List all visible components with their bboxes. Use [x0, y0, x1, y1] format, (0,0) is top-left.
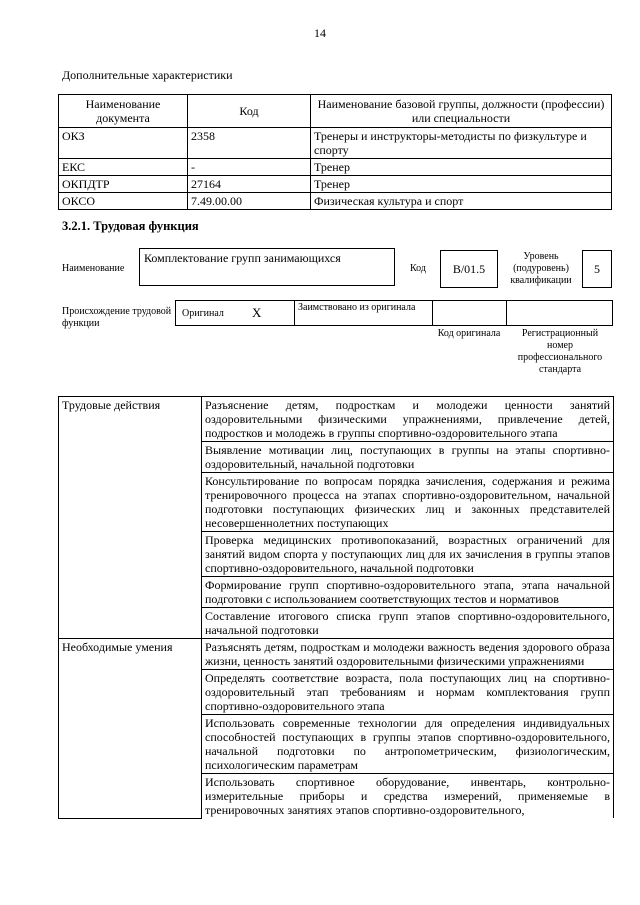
- table-row: [59, 639, 614, 670]
- action-item: Формирование групп спортивно-оздоровительного этапа, этапа начальной подготовки с использованием соответствующих тестов и нормативов: [202, 577, 614, 608]
- header-code: Код: [188, 95, 311, 128]
- cell-name: Тренер: [311, 176, 612, 193]
- code-label: Код: [410, 263, 426, 274]
- function-name-box: Комплектование групп занимающихся: [139, 248, 395, 286]
- section-title-actions: Трудовые действия: [59, 397, 202, 639]
- section-title-skills: Необходимые умения: [59, 639, 202, 819]
- divider: [432, 301, 433, 325]
- borrowed-label: Заимствовано из оригинала: [298, 302, 416, 313]
- action-item: Выявление мотивации лиц, поступающих в группы на этапы спортивно-оздоровительный, начальной подготовки: [202, 442, 614, 473]
- table-row: [59, 159, 612, 176]
- action-item: Составление итогового списка групп этапов спортивно-оздоровительного, начальной подготовки: [202, 608, 614, 639]
- table-row: [59, 397, 614, 442]
- origin-label: Происхождение трудовой функции: [62, 306, 172, 329]
- cell-code: -: [188, 159, 311, 176]
- action-item: Консультирование по вопросам порядка зачисления, содержания и режима тренировочного процесса на этапах спортивно-оздоровительном, начальной подготовки поступающих физических лиц и законных представителей несовершеннолетних поступающих: [202, 473, 614, 532]
- original-mark: X: [252, 305, 262, 320]
- cell-doc: ЕКС: [59, 159, 188, 176]
- function-title: 3.2.1. Трудовая функция: [62, 219, 199, 233]
- cell-code: 27164: [188, 176, 311, 193]
- skill-item: Определять соответствие возраста, пола поступающих лиц на спортивно-оздоровительный этап требованиям и нормам комплектования групп спортивно-оздоровительного этапа: [202, 670, 614, 715]
- reg-number-caption: Регистрационный номер профессионального стандарта: [517, 328, 603, 375]
- cell-name: Физическая культура и спорт: [311, 193, 612, 210]
- skill-item: Использовать спортивное оборудование, инвентарь, контрольно-измерительные приборы и средства измерений, применяемые в тренировочных занятиях этапов спортивно-оздоровительного,: [202, 774, 614, 819]
- functions-table: [58, 396, 614, 819]
- additional-characteristics-title: Дополнительные характеристики: [62, 68, 233, 82]
- cell-doc: ОКЗ: [59, 128, 188, 159]
- divider: [506, 301, 507, 325]
- original-label: Оригинал: [182, 308, 224, 319]
- code-original-caption: Код оригинала: [437, 328, 501, 339]
- table-row: [59, 128, 612, 159]
- action-item: Проверка медицинских противопоказаний, возрастных ограничений для занятий видом спорта у поступающих лиц для их зачисления в группы этапов спортивно-оздоровительного, начальной подготовки: [202, 532, 614, 577]
- level-label: Уровень (подуровень) квалификации: [510, 251, 572, 286]
- function-code-box: В/01.5: [440, 250, 498, 288]
- cell-code: 2358: [188, 128, 311, 159]
- cell-doc: ОКСО: [59, 193, 188, 210]
- origin-row: [175, 300, 613, 326]
- page-number: 14: [314, 26, 326, 40]
- skill-item: Разъяснять детям, подросткам и молодежи важность ведения здорового образа жизни, ценность занятий оздоровительными физическими упражнениями: [202, 639, 614, 670]
- cell-doc: ОКПДТР: [59, 176, 188, 193]
- cell-name: Тренеры и инструкторы-методисты по физкультуре и спорту: [311, 128, 612, 159]
- table-row: [59, 176, 612, 193]
- header-group-name: Наименование базовой группы, должности (профессии) или специальности: [311, 95, 612, 128]
- cell-name: Тренер: [311, 159, 612, 176]
- level-value-box: 5: [582, 250, 612, 288]
- original-cell: [176, 301, 295, 325]
- characteristics-table: [58, 94, 612, 210]
- header-doc-name: Наименование документа: [59, 95, 188, 128]
- cell-code: 7.49.00.00: [188, 193, 311, 210]
- table-header-row: [59, 95, 612, 128]
- action-item: Разъяснение детям, подросткам и молодежи ценности занятий оздоровительными физическими упражнениями, привлечение детей, подростков и молодежь в группы спортивно-оздоровительного этапа: [202, 397, 614, 442]
- skill-item: Использовать современные технологии для определения индивидуальных способностей поступающих в группы этапов спортивно-оздоровительного, начальной подготовки по антропометрическим, физиологическим, психологическим параметрам: [202, 715, 614, 774]
- name-label: Наименование: [62, 263, 125, 274]
- table-row: [59, 193, 612, 210]
